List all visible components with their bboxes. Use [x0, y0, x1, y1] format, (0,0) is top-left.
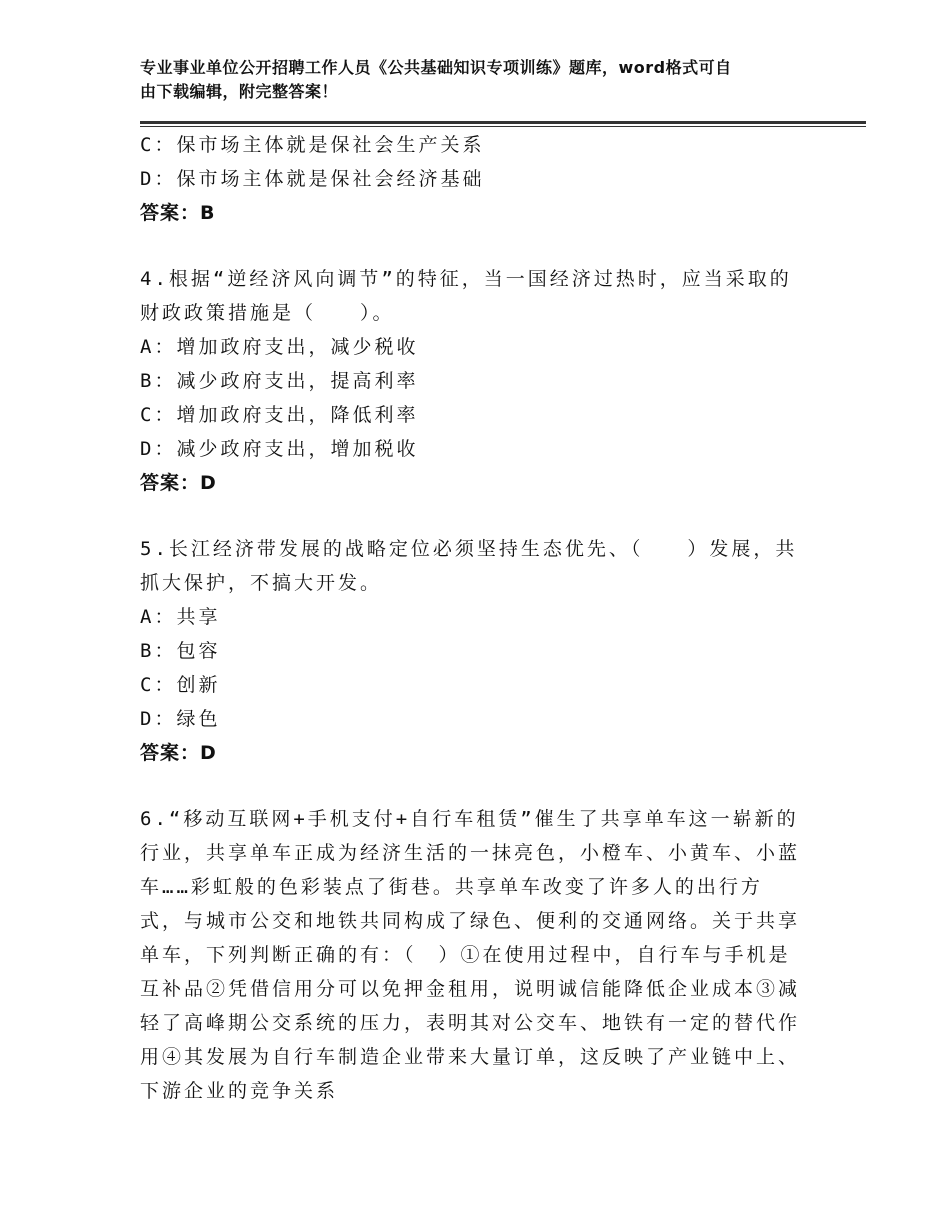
q4-stem-line-2: 财政政策措施是（ ）。: [140, 302, 395, 324]
spacer: [140, 500, 800, 532]
q6-stem-line-9: 下游企业的竞争关系: [140, 1080, 339, 1102]
header-line-1: 专业事业单位公开招聘工作人员《公共基础知识专项训练》题库，word格式可自: [140, 58, 732, 77]
header-rule-thin: [140, 126, 866, 127]
q6-stem-line-7: 轻了高峰期公交系统的压力，表明其对公交车、地铁有一定的替代作: [140, 1012, 801, 1034]
q6-stem-line-8: 用④其发展为自行车制造企业带来大量订单，这反映了产业链中上、: [140, 1046, 801, 1068]
q6-stem-line-1: 6.“移动互联网+手机支付+自行车租赁”催生了共享单车这一崭新的: [140, 808, 799, 830]
page-header: [140, 56, 804, 104]
q6-stem-line-5: 单车，下列判断正确的有：（ ）①在使用过程中，自行车与手机是: [140, 944, 791, 966]
q4-option-a: A：增加政府支出，减少税收: [140, 336, 419, 358]
q3-option-c: C：保市场主体就是保社会生产关系: [140, 134, 485, 156]
question-3-tail: [140, 128, 800, 230]
spacer: [140, 230, 800, 262]
q4-option-d: D：减少政府支出，增加税收: [140, 438, 419, 460]
spacer: [140, 770, 800, 802]
q5-option-b: B：包容: [140, 640, 221, 662]
question-4: [140, 262, 800, 500]
document-body: [140, 128, 800, 1108]
q5-option-d: D：绿色: [140, 708, 221, 730]
question-6: [140, 802, 800, 1108]
q5-option-a: A：共享: [140, 606, 221, 628]
header-line-2: 由下载编辑，附完整答案！: [140, 82, 339, 101]
q5-stem-line-1: 5.长江经济带发展的战略定位必须坚持生态优先、（ ）发展，共: [140, 538, 798, 560]
q5-answer: 答案：D: [140, 742, 217, 764]
q4-option-c: C：增加政府支出，降低利率: [140, 404, 419, 426]
q6-stem-line-2: 行业，共享单车正成为经济生活的一抹亮色，小橙车、小黄车、小蓝: [140, 842, 801, 864]
q6-stem-line-4: 式，与城市公交和地铁共同构成了绿色、便利的交通网络。关于共享: [140, 910, 801, 932]
header-rule-thick: [140, 121, 866, 124]
q4-stem-line-1: 4.根据“逆经济风向调节”的特征，当一国经济过热时，应当采取的: [140, 268, 792, 290]
q3-option-d: D：保市场主体就是保社会经济基础: [140, 168, 485, 190]
q6-stem-line-3: 车……彩虹般的色彩装点了街巷。共享单车改变了许多人的出行方: [140, 876, 763, 898]
q4-answer: 答案：D: [140, 472, 217, 494]
q4-option-b: B：减少政府支出，提高利率: [140, 370, 419, 392]
q5-stem-line-2: 抓大保护，不搞大开发。: [140, 572, 383, 594]
q5-option-c: C：创新: [140, 674, 221, 696]
q3-answer: 答案：B: [140, 202, 216, 224]
question-5: [140, 532, 800, 770]
q6-stem-line-6: 互补品②凭借信用分可以免押金租用，说明诚信能降低企业成本③减: [140, 978, 801, 1000]
